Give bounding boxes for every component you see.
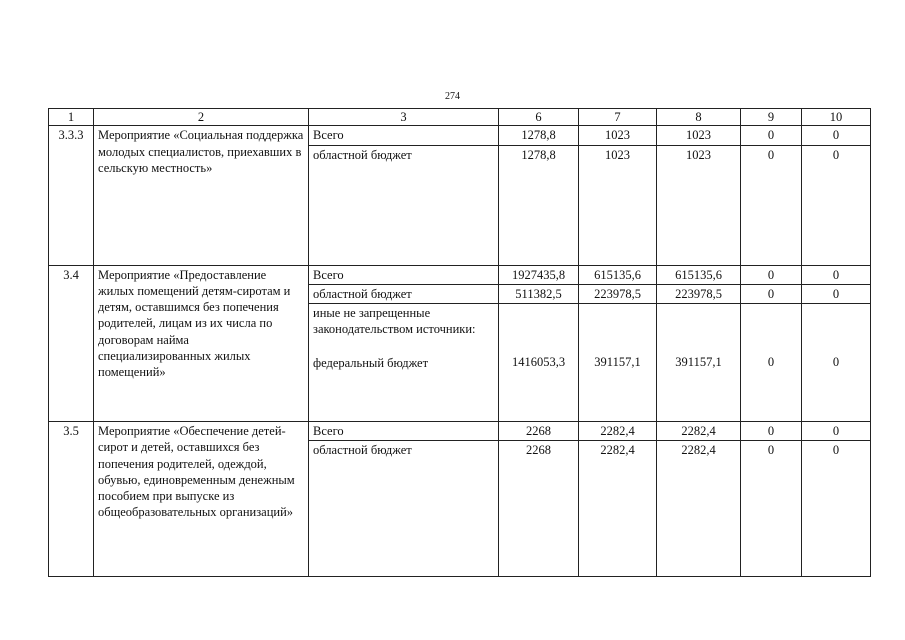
source-cell: Всего (309, 126, 499, 145)
value-cell: 223978,5 (579, 284, 657, 303)
value-cell: 1023 (579, 126, 657, 145)
value-cell: 0 (741, 284, 802, 303)
value-cell: 615135,6 (579, 265, 657, 284)
value-cell: 2282,4 (657, 422, 741, 441)
row-code: 3.3.3 (49, 126, 94, 265)
source-cell: областной бюджет (309, 441, 499, 577)
value-cell: 2282,4 (579, 422, 657, 441)
source-cell (309, 304, 499, 422)
source-text: иные не запрещенные законодательством источники: (313, 306, 476, 337)
value-cell: 1927435,8 (499, 265, 579, 284)
source-cell: Всего (309, 265, 499, 284)
source-cell: Всего (309, 422, 499, 441)
value-cell: 1023 (579, 145, 657, 265)
value-cell: 0 (741, 304, 802, 422)
value-cell: 1023 (657, 145, 741, 265)
row-code: 3.5 (49, 422, 94, 577)
header-cell-3: 3 (309, 109, 499, 126)
value-cell: 0 (741, 126, 802, 145)
value-cell: 1416053,3 (499, 304, 579, 422)
value-cell: 2282,4 (579, 441, 657, 577)
header-cell-2: 2 (94, 109, 309, 126)
header-cell-10: 10 (802, 109, 871, 126)
value-cell: 1023 (657, 126, 741, 145)
source-subtext: федеральный бюджет (313, 355, 429, 370)
header-cell-6: 6 (499, 109, 579, 126)
row-name: Мероприятие «Обеспечение детей-сирот и детей, оставшихся без попечения родителей, одеждой, обувью, единовременным денежным пособием при выпуске из общеобразовательных организаций» (94, 422, 309, 577)
value-cell: 0 (802, 265, 871, 284)
value-cell: 2282,4 (657, 441, 741, 577)
source-cell: областной бюджет (309, 284, 499, 303)
budget-table (48, 108, 871, 577)
value-cell: 2268 (499, 422, 579, 441)
table-row (49, 422, 871, 441)
row-code: 3.4 (49, 265, 94, 422)
row-name: Мероприятие «Социальная поддержка молодых специалистов, приехавших в сельскую местность» (94, 126, 309, 265)
value-cell: 0 (802, 422, 871, 441)
value-cell: 391157,1 (579, 304, 657, 422)
source-cell: областной бюджет (309, 145, 499, 265)
value-cell: 615135,6 (657, 265, 741, 284)
value-cell: 0 (741, 265, 802, 284)
table-row (49, 126, 871, 145)
value-cell: 0 (802, 284, 871, 303)
value-cell: 0 (741, 145, 802, 265)
value-cell: 0 (802, 145, 871, 265)
value-cell: 0 (741, 441, 802, 577)
value-cell: 511382,5 (499, 284, 579, 303)
header-cell-9: 9 (741, 109, 802, 126)
table-row (49, 265, 871, 284)
header-cell-7: 7 (579, 109, 657, 126)
value-cell: 0 (741, 422, 802, 441)
value-cell: 0 (802, 441, 871, 577)
value-cell: 1278,8 (499, 145, 579, 265)
value-cell: 0 (802, 126, 871, 145)
value-cell: 391157,1 (657, 304, 741, 422)
value-cell: 1278,8 (499, 126, 579, 145)
row-name: Мероприятие «Предоставление жилых помещений детям-сиротам и детям, оставшимся без попечения родителей, лицам из их числа по договорам найма специализированных жилых помещений» (94, 265, 309, 422)
header-row (49, 109, 871, 126)
value-cell: 223978,5 (657, 284, 741, 303)
header-cell-8: 8 (657, 109, 741, 126)
value-cell: 2268 (499, 441, 579, 577)
page-number: 274 (445, 91, 460, 102)
header-cell-1: 1 (49, 109, 94, 126)
value-cell: 0 (802, 304, 871, 422)
